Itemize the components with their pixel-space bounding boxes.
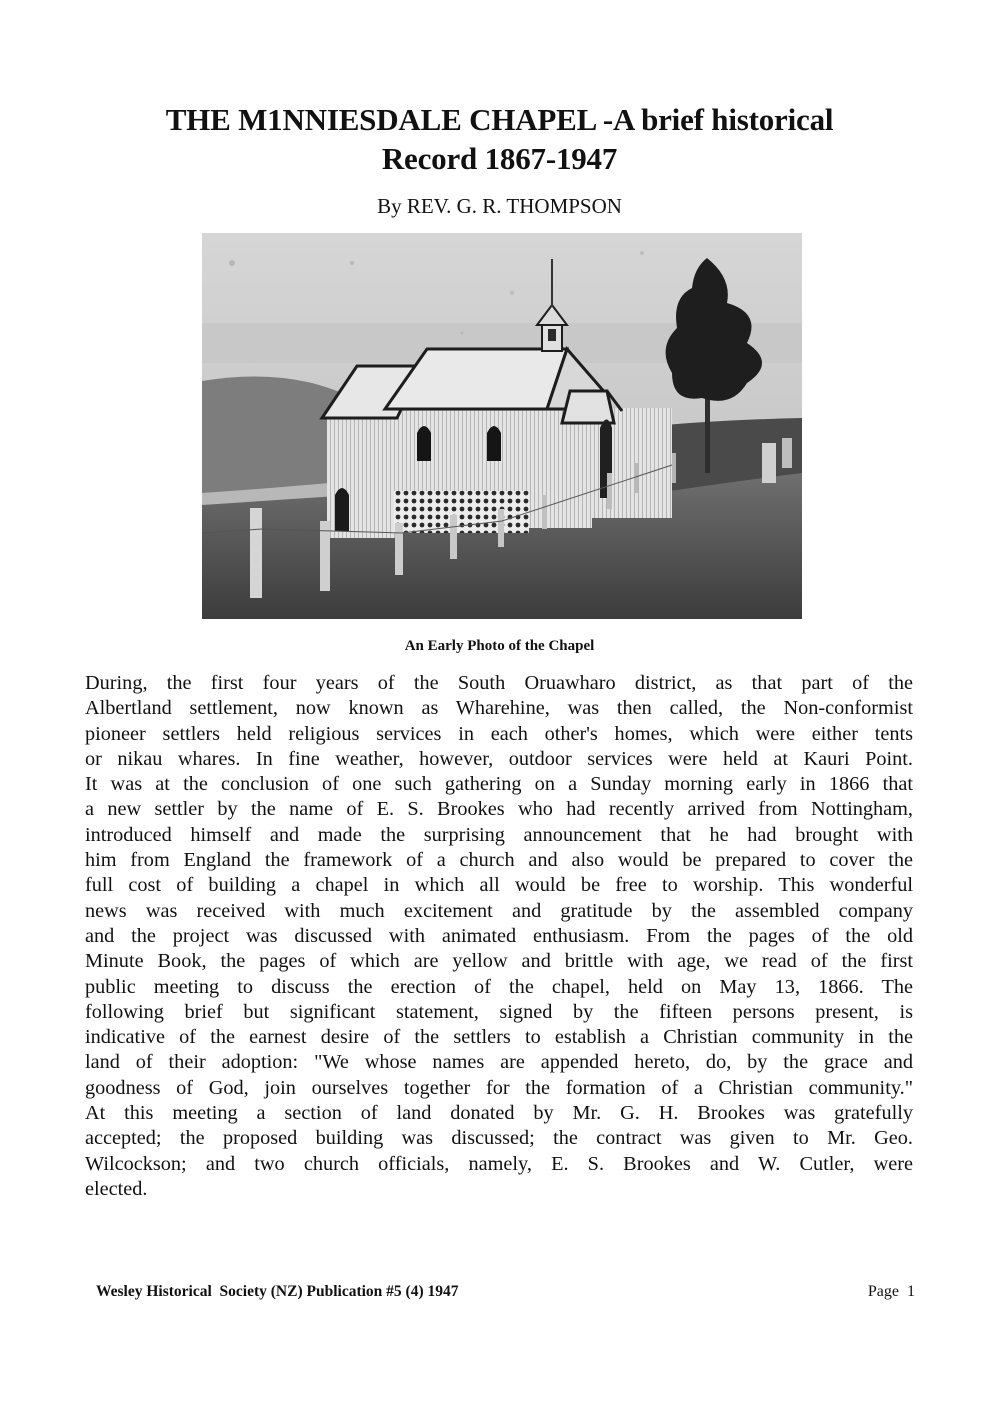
body-line: At this meeting a section of land donated by Mr. G. H. Brookes was gratefully	[85, 1102, 913, 1125]
chapel-photo	[202, 233, 802, 619]
title-line-2: Record 1867-1947	[381, 141, 618, 176]
body-line: land of their adoption: "We whose names are appended hereto, do, by the grace and	[85, 1051, 913, 1074]
author-byline: By REV. G. R. THOMPSON	[377, 194, 622, 218]
footer-page-number: Page 1	[867, 1283, 915, 1300]
body-line: elected.	[85, 1177, 148, 1200]
body-line: goodness of God, join ourselves together for the formation of a Christian community."	[85, 1076, 913, 1099]
body-line: It was at the conclusion of one such gathering on a Sunday morning early in 1866 that	[85, 773, 913, 796]
body-line: public meeting to discuss the erection of the chapel, held on May 13, 1866. The	[85, 975, 913, 998]
body-line: Minute Book, the pages of which are yellow and brittle with age, we read of the first	[85, 950, 913, 973]
body-line: full cost of building a chapel in which all would be free to worship. This wonderful	[85, 874, 913, 897]
body-paragraph	[85, 671, 913, 1202]
chapel-photo-illustration	[202, 233, 802, 619]
body-line: him from England the framework of a church and also would be prepared to cover the	[85, 849, 913, 872]
body-line: following brief but significant statement, signed by the fifteen persons present, is	[85, 1000, 913, 1023]
body-line: or nikau whares. In fine weather, however, outdoor services were held at Kauri Point.	[85, 747, 913, 770]
body-line: introduced himself and made the surprising announcement that he had brought with	[85, 823, 913, 846]
page-title	[0, 100, 999, 178]
body-line: Albertland settlement, now known as Wharehine, was then called, the Non-conformist	[85, 697, 913, 720]
body-line: and the project was discussed with animated enthusiasm. From the pages of the old	[85, 924, 913, 947]
body-line: news was received with much excitement and gratitude by the assembled company	[85, 899, 913, 922]
figure-caption: An Early Photo of the Chapel	[404, 638, 595, 654]
body-line: accepted; the proposed building was discussed; the contract was given to Mr. Geo.	[85, 1127, 913, 1150]
footer-publication: Wesley Historical Society (NZ) Publication #5 (4) 1947	[96, 1283, 459, 1300]
body-line: During, the first four years of the South Oruawharo district, as that part of the	[85, 672, 913, 694]
title-line-1: THE M1NNIESDALE CHAPEL -A brief historical	[165, 102, 834, 137]
body-line: indicative of the earnest desire of the settlers to establish a Christian community in the	[85, 1026, 913, 1049]
body-line: Wilcockson; and two church officials, namely, E. S. Brookes and W. Cutler, were	[85, 1152, 913, 1175]
body-line: pioneer settlers held religious services in each other's homes, which were either tents	[85, 722, 913, 745]
body-line: a new settler by the name of E. S. Brookes who had recently arrived from Nottingham,	[85, 798, 913, 821]
